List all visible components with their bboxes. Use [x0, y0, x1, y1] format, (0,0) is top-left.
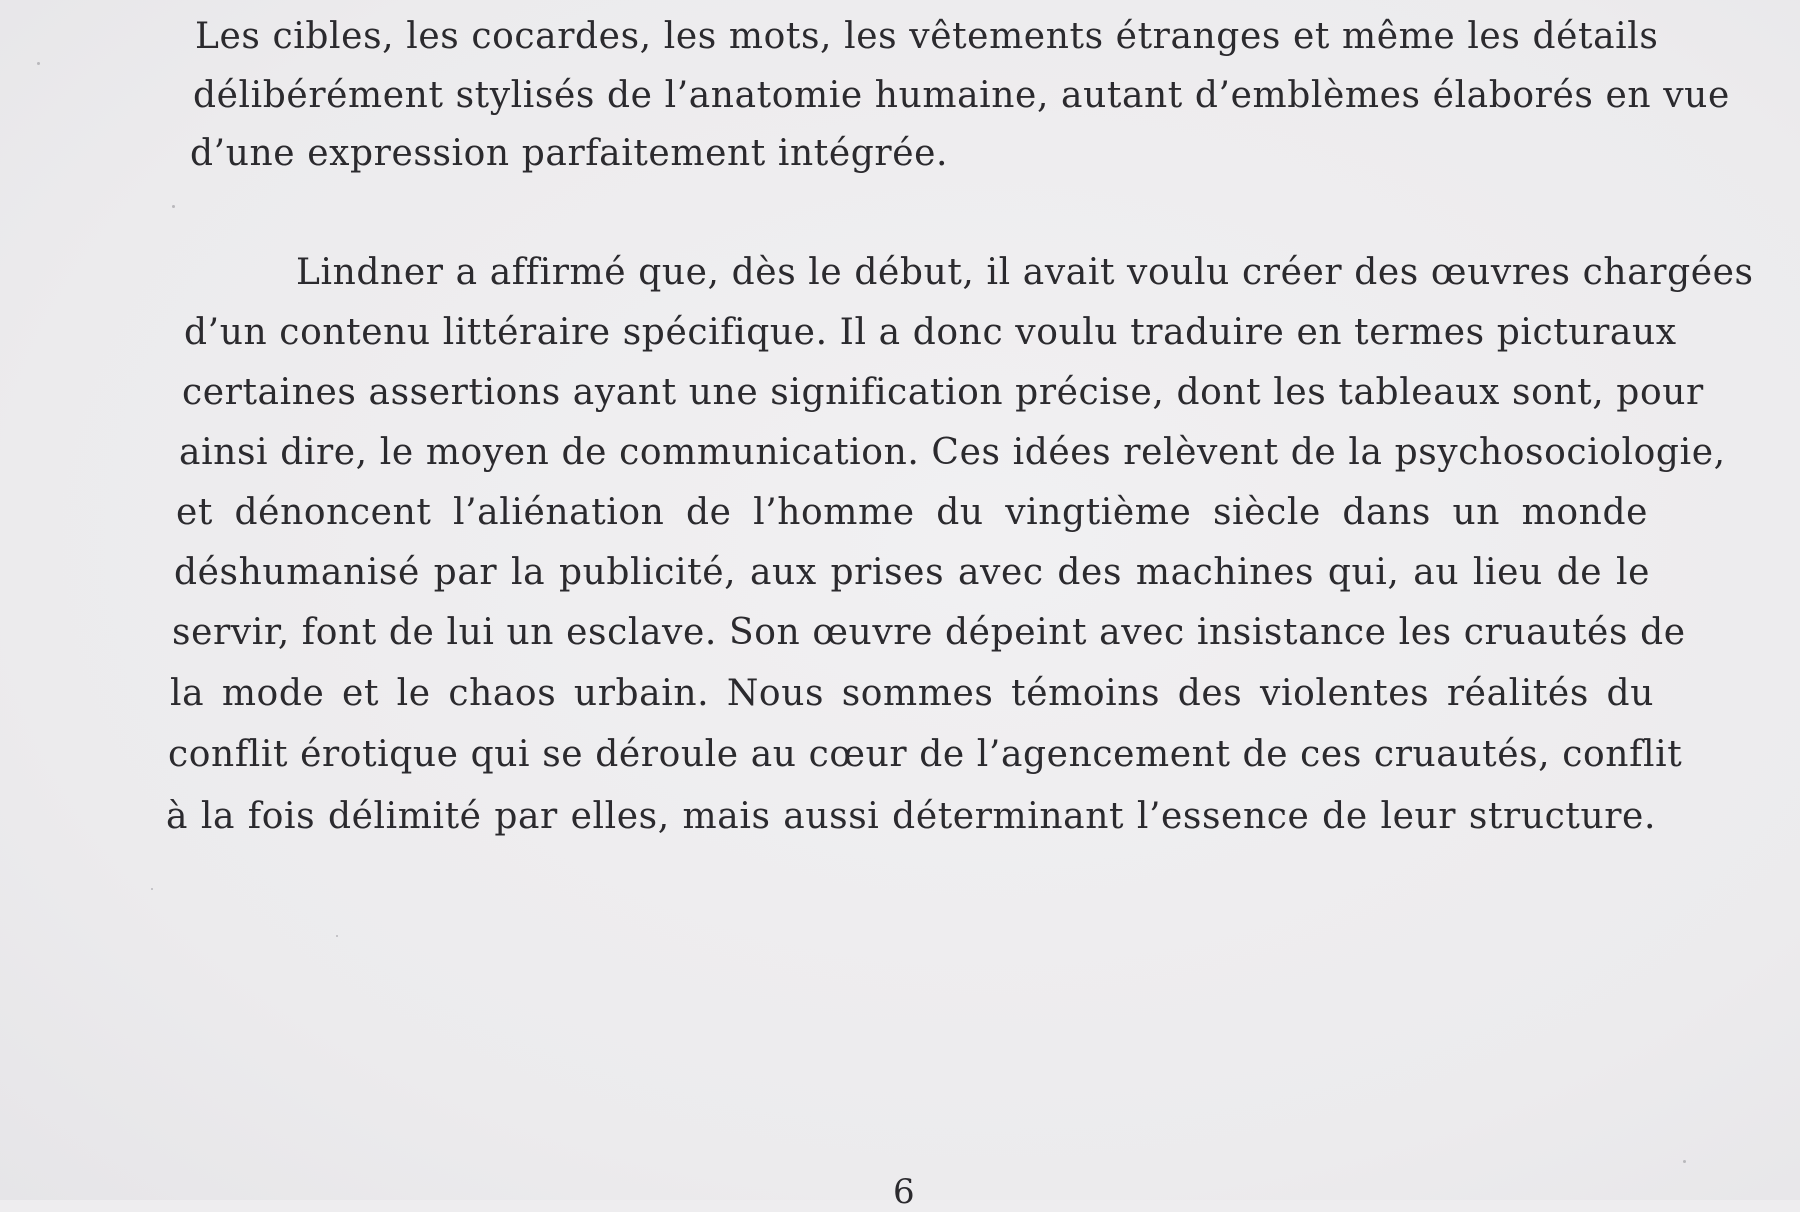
paragraph-2-line-1: Lindner a affirmé que, dès le début, il avait voulu créer des œuvres chargées	[296, 252, 1754, 293]
paragraph-2-line-2: d’un contenu littéraire spécifique. Il a donc voulu traduire en termes picturaux	[184, 312, 1677, 353]
paragraph-2-line-3: certaines assertions ayant une signification précise, dont les tableaux sont, pour	[182, 372, 1704, 413]
paragraph-1-line-1: Les cibles, les cocardes, les mots, les vêtements étranges et même les détails	[195, 16, 1659, 57]
paragraph-2-line-9: conflit érotique qui se déroule au cœur de l’agencement de ces cruautés, conflit	[168, 734, 1683, 775]
paragraph-1-line-3: d’une expression parfaitement intégrée.	[190, 133, 949, 174]
paragraph-2-line-5: et dénoncent l’aliénation de l’homme du vingtième siècle dans un monde	[176, 492, 1648, 533]
paragraph-2-line-10: à la fois délimité par elles, mais aussi déterminant l’essence de leur structure.	[166, 796, 1656, 837]
paper-speck	[1683, 1160, 1686, 1163]
paragraph-2-line-4: ainsi dire, le moyen de communication. Ces idées relèvent de la psychosociologie,	[179, 432, 1726, 473]
paragraph-2-line-6: déshumanisé par la publicité, aux prises avec des machines qui, au lieu de le	[174, 552, 1650, 593]
page-number: 6	[893, 1172, 915, 1212]
paragraph-2-line-7: servir, font de lui un esclave. Son œuvre dépeint avec insistance les cruautés de	[172, 612, 1686, 653]
paragraph-2-line-8: la mode et le chaos urbain. Nous sommes témoins des violentes réalités du	[170, 673, 1654, 714]
paragraph-1-line-2: délibérément stylisés de l’anatomie humaine, autant d’emblèmes élaborés en vue	[193, 75, 1730, 116]
paper-speck	[336, 935, 338, 937]
paper-speck	[37, 62, 40, 65]
paper-speck	[151, 888, 153, 890]
paper-speck	[172, 205, 175, 208]
